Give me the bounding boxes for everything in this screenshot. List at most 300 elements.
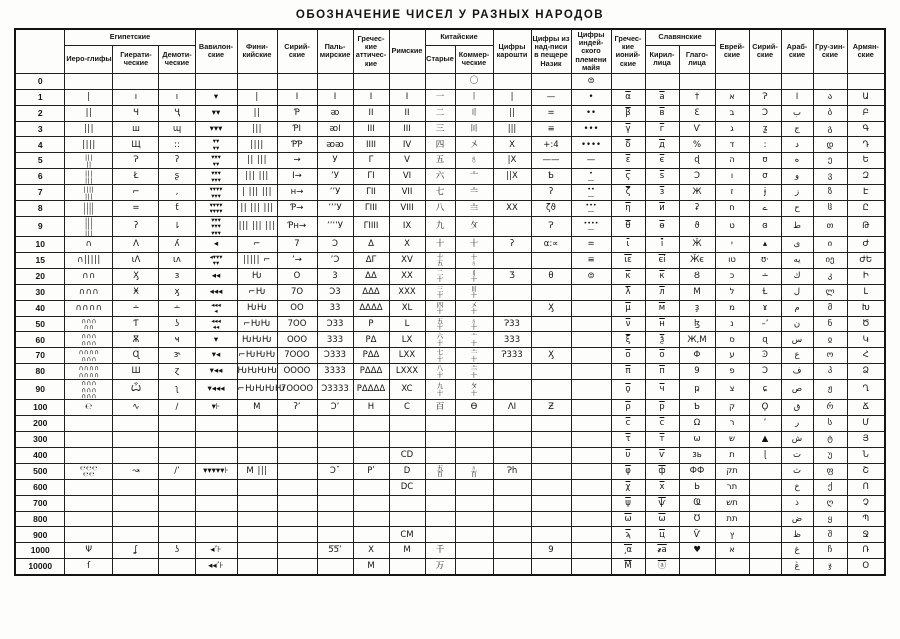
cell-babylonian-30: ◂◂◂ — [195, 284, 237, 300]
cell-hieroglyphs-70: ∩∩∩∩ ∩∩∩ — [65, 348, 113, 364]
cell-nazik-3: ≡ — [531, 121, 571, 137]
table-row-4 — [15, 137, 885, 153]
cell-cyrillic-2: в — [645, 105, 679, 121]
cell-armenian-10000: Օ — [847, 559, 885, 575]
cell-greek-ionic-4: $\overline{\delta}$ — [611, 137, 645, 153]
cell-nazik-30 — [531, 284, 571, 300]
cell-georgian-80: პ — [813, 364, 847, 380]
cell-demotic-800 — [159, 511, 195, 527]
cell-chinese-old-6: 六 — [425, 169, 455, 185]
cell-chinese-commercial-8: 〨 — [455, 200, 493, 216]
cell-cyrillic-90: ч — [645, 380, 679, 400]
cell-cyrillic-700: ѱ — [645, 495, 679, 511]
cell-hebrew-30: ל — [715, 284, 749, 300]
cell-hieratic-1: ı — [113, 89, 159, 105]
cell-chinese-commercial-20: 〢 〸 — [455, 268, 493, 284]
cell-syriac-90: ɕ — [749, 380, 781, 400]
cell-karoshti-50: Ɂ33 — [493, 316, 531, 332]
table-row-80 — [15, 364, 885, 380]
cell-karoshti-60: 333 — [493, 332, 531, 348]
cell-palmyrene-2: ᴔ — [317, 105, 353, 121]
cell-glagolitic-300: ѡ — [679, 432, 715, 448]
cell-cyrillic-300: т — [645, 432, 679, 448]
cell-syrian-0 — [277, 73, 317, 89]
cell-greek-attic-300 — [353, 432, 389, 448]
cell-cyrillic-10: і — [645, 237, 679, 253]
cell-hieratic-600 — [113, 479, 159, 495]
header-group-slavic: Славянские — [645, 29, 715, 46]
cell-hieroglyphs-10000: ſ — [65, 559, 113, 575]
cell-roman-300 — [389, 432, 425, 448]
cell-greek-ionic-400: $\overline{\upsilon}$ — [611, 448, 645, 464]
cell-cyrillic-15: єі — [645, 252, 679, 268]
cell-karoshti-40 — [493, 300, 531, 316]
row-number-900: 900 — [15, 527, 65, 543]
cell-arabic-10000: ڠ — [781, 559, 813, 575]
cell-demotic-15: ɩʌ — [159, 252, 195, 268]
cell-hieratic-9: ʔ — [113, 216, 159, 236]
cell-glagolitic-400: ɜь — [679, 448, 715, 464]
cell-georgian-10: ი — [813, 237, 847, 253]
cell-palmyrene-100: Ɔʼ — [317, 400, 353, 416]
cell-chinese-old-40: 四 十 — [425, 300, 455, 316]
cell-arabic-700: ذ — [781, 495, 813, 511]
cell-hebrew-700: תש — [715, 495, 749, 511]
cell-palmyrene-60: 333 — [317, 332, 353, 348]
cell-hebrew-60: ס — [715, 332, 749, 348]
cell-roman-50: L — [389, 316, 425, 332]
col-header-arabic: Араб-ские — [781, 29, 813, 73]
cell-cyrillic-600: х — [645, 479, 679, 495]
cell-demotic-30: ӽ — [159, 284, 195, 300]
table-row-500 — [15, 463, 885, 479]
cell-georgian-90: ჟ — [813, 380, 847, 400]
cell-syriac-6: σ — [749, 169, 781, 185]
cell-chinese-old-900 — [425, 527, 455, 543]
col-header-phoenician: Фини-кийские — [237, 29, 277, 73]
cell-babylonian-90: ▾◂◂◂ — [195, 380, 237, 400]
cell-chinese-commercial-80: 〨 〸 — [455, 364, 493, 380]
cell-demotic-5: ʔ — [159, 153, 195, 169]
col-header-chinese-old: Старые — [425, 46, 455, 74]
cell-nazik-90 — [531, 380, 571, 400]
cell-phoenician-15: ||||| ⌐ — [237, 252, 277, 268]
cell-maya-15: ≡ — [571, 252, 611, 268]
cell-chinese-old-50: 五 十 — [425, 316, 455, 332]
cell-arabic-80: ف — [781, 364, 813, 380]
cell-palmyrene-0 — [317, 73, 353, 89]
header-group-egyptian: Египетские — [65, 29, 195, 46]
cell-roman-400: CD — [389, 448, 425, 464]
cell-chinese-commercial-800 — [455, 511, 493, 527]
col-header-chinese-commercial: Коммер-ческие — [455, 46, 493, 74]
cell-chinese-commercial-10: 十 — [455, 237, 493, 253]
cell-chinese-old-500: 五 百 — [425, 463, 455, 479]
row-number-10: 10 — [15, 237, 65, 253]
cell-roman-4: IV — [389, 137, 425, 153]
cell-greek-attic-7: ΓΙΙ — [353, 185, 389, 201]
cell-cyrillic-30: л — [645, 284, 679, 300]
cell-chinese-old-100: 百 — [425, 400, 455, 416]
cell-babylonian-200 — [195, 416, 237, 432]
cell-demotic-400 — [159, 448, 195, 464]
cell-nazik-100: Ƶ — [531, 400, 571, 416]
cell-hieratic-10000 — [113, 559, 159, 575]
cell-nazik-200 — [531, 416, 571, 432]
cell-georgian-30: ლ — [813, 284, 847, 300]
cell-glagolitic-100: Ƅ — [679, 400, 715, 416]
cell-phoenician-500: M ||| — [237, 463, 277, 479]
cell-greek-attic-70: ΡΔΔ — [353, 348, 389, 364]
row-number-10000: 10000 — [15, 559, 65, 575]
cell-hebrew-400: ת — [715, 448, 749, 464]
cell-roman-30: XXX — [389, 284, 425, 300]
cell-hieroglyphs-15: ∩||||| — [65, 252, 113, 268]
cell-cyrillic-3: г — [645, 121, 679, 137]
cell-babylonian-3: ▾▾▾ — [195, 121, 237, 137]
cell-hieratic-2: Ч — [113, 105, 159, 121]
cell-nazik-80 — [531, 364, 571, 380]
cell-arabic-600: خ — [781, 479, 813, 495]
cell-arabic-4: د — [781, 137, 813, 153]
row-number-200: 200 — [15, 416, 65, 432]
table-row-3 — [15, 121, 885, 137]
cell-phoenician-6: ||| ||| — [237, 169, 277, 185]
cell-greek-attic-50: Ρ — [353, 316, 389, 332]
cell-hieroglyphs-9: ||| ||| ||| — [65, 216, 113, 236]
cell-palmyrene-800 — [317, 511, 353, 527]
cell-greek-ionic-800: $\overline{\omega}$ — [611, 511, 645, 527]
cell-greek-attic-1: Ι — [353, 89, 389, 105]
cell-armenian-60: Կ — [847, 332, 885, 348]
table-row-15 — [15, 252, 885, 268]
cell-demotic-9: ⇂ — [159, 216, 195, 236]
cell-nazik-5: —— — [531, 153, 571, 169]
col-header-syriac: Сирий-ские — [749, 29, 781, 73]
cell-syriac-900 — [749, 527, 781, 543]
cell-demotic-6: ʂ — [159, 169, 195, 185]
cell-georgian-7: ზ — [813, 185, 847, 201]
cell-karoshti-300 — [493, 432, 531, 448]
table-row-70 — [15, 348, 885, 364]
cell-syriac-30: Ɫ — [749, 284, 781, 300]
cell-phoenician-5: || ||| — [237, 153, 277, 169]
cell-greek-ionic-5: $\overline{\varepsilon}$ — [611, 153, 645, 169]
cell-georgian-50: ნ — [813, 316, 847, 332]
cell-hieratic-200 — [113, 416, 159, 432]
cell-chinese-old-5: 五 — [425, 153, 455, 169]
cell-phoenician-2: || — [237, 105, 277, 121]
cell-demotic-100: ∕ — [159, 400, 195, 416]
cell-syriac-200: ʼ — [749, 416, 781, 432]
header-group-chinese: Китайские — [425, 29, 493, 46]
cell-greek-attic-0 — [353, 73, 389, 89]
cell-cyrillic-9: ѳ — [645, 216, 679, 236]
cell-maya-2: •• — [571, 105, 611, 121]
cell-hieratic-70: Ɋ — [113, 348, 159, 364]
cell-syrian-20: O — [277, 268, 317, 284]
cell-armenian-800: Պ — [847, 511, 885, 527]
cell-roman-100: C — [389, 400, 425, 416]
cell-babylonian-900 — [195, 527, 237, 543]
table-row-20 — [15, 268, 885, 284]
cell-nazik-50 — [531, 316, 571, 332]
table-row-90 — [15, 380, 885, 400]
cell-palmyrene-500: Ɔˇ — [317, 463, 353, 479]
cell-syriac-20: ∸ — [749, 268, 781, 284]
cell-greek-attic-200 — [353, 416, 389, 432]
cell-phoenician-80: ǶǶǶǶ — [237, 364, 277, 380]
cell-maya-80 — [571, 364, 611, 380]
cell-roman-10: X — [389, 237, 425, 253]
cell-syrian-100: ʔʼ — [277, 400, 317, 416]
cell-chinese-old-200 — [425, 416, 455, 432]
cell-roman-800 — [389, 511, 425, 527]
cell-chinese-old-60: 六 十 — [425, 332, 455, 348]
cell-babylonian-2: ▾▾ — [195, 105, 237, 121]
cell-syriac-800 — [749, 511, 781, 527]
cell-cyrillic-6: ѕ — [645, 169, 679, 185]
row-number-100: 100 — [15, 400, 65, 416]
cell-babylonian-300 — [195, 432, 237, 448]
cell-hieroglyphs-10: ∩ — [65, 237, 113, 253]
cell-syriac-2: Ͻ — [749, 105, 781, 121]
cell-glagolitic-1: † — [679, 89, 715, 105]
cell-karoshti-1: | — [493, 89, 531, 105]
cell-syriac-0 — [749, 73, 781, 89]
cell-maya-3: ••• — [571, 121, 611, 137]
cell-syrian-3: ƤΙ — [277, 121, 317, 137]
cell-arabic-100: ق — [781, 400, 813, 416]
cell-babylonian-7: ▾▾▾▾ ▾▾▾ — [195, 185, 237, 201]
cell-georgian-700: ღ — [813, 495, 847, 511]
cell-palmyrene-3: ᴔΙ — [317, 121, 353, 137]
cell-georgian-9: თ — [813, 216, 847, 236]
cell-demotic-20: ɜ — [159, 268, 195, 284]
cell-chinese-old-600 — [425, 479, 455, 495]
cell-karoshti-80 — [493, 364, 531, 380]
cell-arabic-1: ا — [781, 89, 813, 105]
cell-palmyrene-90: Ɔ3333 — [317, 380, 353, 400]
page-title: ОБОЗНАЧЕНИЕ ЧИСЕЛ У РАЗНЫХ НАРОДОВ — [295, 9, 605, 21]
cell-cyrillic-50: н — [645, 316, 679, 332]
cell-glagolitic-4: % — [679, 137, 715, 153]
cell-hieroglyphs-90: ∩∩∩ ∩∩∩ ∩∩∩ — [65, 380, 113, 400]
cell-roman-10000 — [389, 559, 425, 575]
cell-syrian-800 — [277, 511, 317, 527]
cell-hebrew-800: תת — [715, 511, 749, 527]
cell-cyrillic-5: є — [645, 153, 679, 169]
cell-nazik-1: — — [531, 89, 571, 105]
cell-syrian-15: ʼ→ — [277, 252, 317, 268]
table-row-8 — [15, 200, 885, 216]
cell-georgian-2: ბ — [813, 105, 847, 121]
cell-phoenician-90: ⌐ǶǶǶǶ — [237, 380, 277, 400]
cell-hebrew-500: תק — [715, 463, 749, 479]
cell-syrian-700 — [277, 495, 317, 511]
cell-syriac-50: –ʼ — [749, 316, 781, 332]
cell-phoenician-30: ⌐Ƕ — [237, 284, 277, 300]
cell-greek-ionic-60: $\overline{\xi}$ — [611, 332, 645, 348]
cell-hieroglyphs-20: ∩∩ — [65, 268, 113, 284]
cell-syriac-9: ɞ — [749, 216, 781, 236]
col-header-hebrew: Еврей-ские — [715, 29, 749, 73]
row-number-600: 600 — [15, 479, 65, 495]
cell-greek-ionic-90: $\overline{ϙ}$ — [611, 380, 645, 400]
cell-glagolitic-800: Ʊ — [679, 511, 715, 527]
cell-cyrillic-4: д — [645, 137, 679, 153]
cell-syrian-7: н→ — [277, 185, 317, 201]
cell-arabic-20: ك — [781, 268, 813, 284]
cell-chinese-commercial-1000 — [455, 543, 493, 559]
cell-syrian-70: 7OOO — [277, 348, 317, 364]
cell-hieroglyphs-3: ||| — [65, 121, 113, 137]
cell-roman-200 — [389, 416, 425, 432]
cell-karoshti-15 — [493, 252, 531, 268]
cell-cyrillic-800: ѡ — [645, 511, 679, 527]
cell-greek-ionic-10: $\overline{\iota}$ — [611, 237, 645, 253]
cell-hebrew-6: ו — [715, 169, 749, 185]
cell-armenian-8: Ը — [847, 200, 885, 216]
cell-syriac-70: Ͽ — [749, 348, 781, 364]
cell-karoshti-20: Ʒ — [493, 268, 531, 284]
cell-nazik-800 — [531, 511, 571, 527]
cell-hieratic-400 — [113, 448, 159, 464]
cell-roman-1000: M — [389, 543, 425, 559]
cell-chinese-commercial-60: 〦 〸 — [455, 332, 493, 348]
cell-palmyrene-200 — [317, 416, 353, 432]
cell-chinese-commercial-300 — [455, 432, 493, 448]
cell-georgian-10000: ჯ — [813, 559, 847, 575]
cell-syrian-200 — [277, 416, 317, 432]
cell-demotic-1000: ʖ — [159, 543, 195, 559]
cell-greek-attic-20: ΔΔ — [353, 268, 389, 284]
cell-chinese-old-0 — [425, 73, 455, 89]
cell-greek-attic-15: ΔΓ — [353, 252, 389, 268]
cell-syrian-5: → — [277, 153, 317, 169]
cell-greek-ionic-80: $\overline{\pi}$ — [611, 364, 645, 380]
cell-demotic-700 — [159, 495, 195, 511]
cell-karoshti-10000 — [493, 559, 531, 575]
cell-arabic-30: ل — [781, 284, 813, 300]
cell-palmyrene-1: I — [317, 89, 353, 105]
table-row-900 — [15, 527, 885, 543]
cell-hieratic-500: ↝ — [113, 463, 159, 479]
cell-nazik-300 — [531, 432, 571, 448]
cell-hieroglyphs-0 — [65, 73, 113, 89]
cell-glagolitic-7: Ж — [679, 185, 715, 201]
cell-demotic-40: ∸ — [159, 300, 195, 316]
row-number-0: 0 — [15, 73, 65, 89]
col-header-karoshti: Цифры карошти — [493, 29, 531, 73]
cell-arabic-5: ه — [781, 153, 813, 169]
cell-chinese-old-300 — [425, 432, 455, 448]
cell-greek-attic-30: ΔΔΔ — [353, 284, 389, 300]
col-header-demotic: Демоти-ческие — [159, 46, 195, 74]
cell-glagolitic-200: Ω — [679, 416, 715, 432]
row-number-700: 700 — [15, 495, 65, 511]
cell-greek-attic-9: ΓΙΙΙΙ — [353, 216, 389, 236]
cell-greek-attic-40: ΔΔΔΔ — [353, 300, 389, 316]
cell-chinese-old-20: 二 十 — [425, 268, 455, 284]
cell-nazik-2: = — [531, 105, 571, 121]
cell-cyrillic-7: з — [645, 185, 679, 201]
cell-armenian-90: Ղ — [847, 380, 885, 400]
cell-nazik-20: θ — [531, 268, 571, 284]
cell-chinese-commercial-5: 〥 — [455, 153, 493, 169]
cell-chinese-commercial-1: 〡 — [455, 89, 493, 105]
cell-hieratic-15: ɩΛ — [113, 252, 159, 268]
cell-hebrew-100: ק — [715, 400, 749, 416]
col-header-maya: Цифры индей-ского племени майя — [571, 29, 611, 73]
cell-hieratic-800 — [113, 511, 159, 527]
cell-palmyrene-6: ʼУ — [317, 169, 353, 185]
cell-karoshti-6: ||X — [493, 169, 531, 185]
cell-cyrillic-0 — [645, 73, 679, 89]
cell-arabic-1000: غ — [781, 543, 813, 559]
cell-armenian-7: Է — [847, 185, 885, 201]
table-row-0 — [15, 73, 885, 89]
cell-syrian-10000 — [277, 559, 317, 575]
cell-phoenician-20: Ƕ — [237, 268, 277, 284]
cell-chinese-old-2: 二 — [425, 105, 455, 121]
cell-hieratic-6: Ł — [113, 169, 159, 185]
cell-roman-60: LX — [389, 332, 425, 348]
cell-demotic-1: ı — [159, 89, 195, 105]
cell-syrian-80: OOOO — [277, 364, 317, 380]
cell-georgian-40: მ — [813, 300, 847, 316]
row-number-20: 20 — [15, 268, 65, 284]
cell-greek-ionic-300: $\overline{\tau}$ — [611, 432, 645, 448]
cell-roman-90: XC — [389, 380, 425, 400]
cell-demotic-300 — [159, 432, 195, 448]
cell-maya-70 — [571, 348, 611, 364]
cell-hieroglyphs-8: |||| |||| — [65, 200, 113, 216]
cell-chinese-commercial-100: Ө — [455, 400, 493, 416]
cell-nazik-10000 — [531, 559, 571, 575]
cell-hieratic-5: Ɂ — [113, 153, 159, 169]
cell-georgian-800: ყ — [813, 511, 847, 527]
col-header-armenian: Армян-ские — [847, 29, 885, 73]
cell-nazik-900 — [531, 527, 571, 543]
cell-georgian-1: ა — [813, 89, 847, 105]
cell-palmyrene-80: 3333 — [317, 364, 353, 380]
cell-glagolitic-20: Ȣ — [679, 268, 715, 284]
cell-hebrew-600: תר — [715, 479, 749, 495]
cell-palmyrene-400 — [317, 448, 353, 464]
cell-maya-30 — [571, 284, 611, 300]
cell-arabic-90: ص — [781, 380, 813, 400]
cell-glagolitic-9: ϑ — [679, 216, 715, 236]
cell-babylonian-4: ▾▾ ▾▾ — [195, 137, 237, 153]
cell-greek-ionic-1: $\overline{\alpha}$ — [611, 89, 645, 105]
cell-hebrew-70: ע — [715, 348, 749, 364]
cell-syriac-80: Ɔ — [749, 364, 781, 380]
row-number-70: 70 — [15, 348, 65, 364]
cell-hieroglyphs-300 — [65, 432, 113, 448]
cell-babylonian-500: ▾▾▾▾▾⊦ — [195, 463, 237, 479]
cell-greek-ionic-7: $\overline{\zeta}$ — [611, 185, 645, 201]
cell-hebrew-200: ר — [715, 416, 749, 432]
cell-hieratic-40: ∸ — [113, 300, 159, 316]
cell-syrian-9: Ƥн→ — [277, 216, 317, 236]
row-number-6: 6 — [15, 169, 65, 185]
cell-maya-10000 — [571, 559, 611, 575]
cell-hebrew-50: נ — [715, 316, 749, 332]
cell-georgian-3: გ — [813, 121, 847, 137]
cell-babylonian-0 — [195, 73, 237, 89]
cell-glagolitic-0 — [679, 73, 715, 89]
